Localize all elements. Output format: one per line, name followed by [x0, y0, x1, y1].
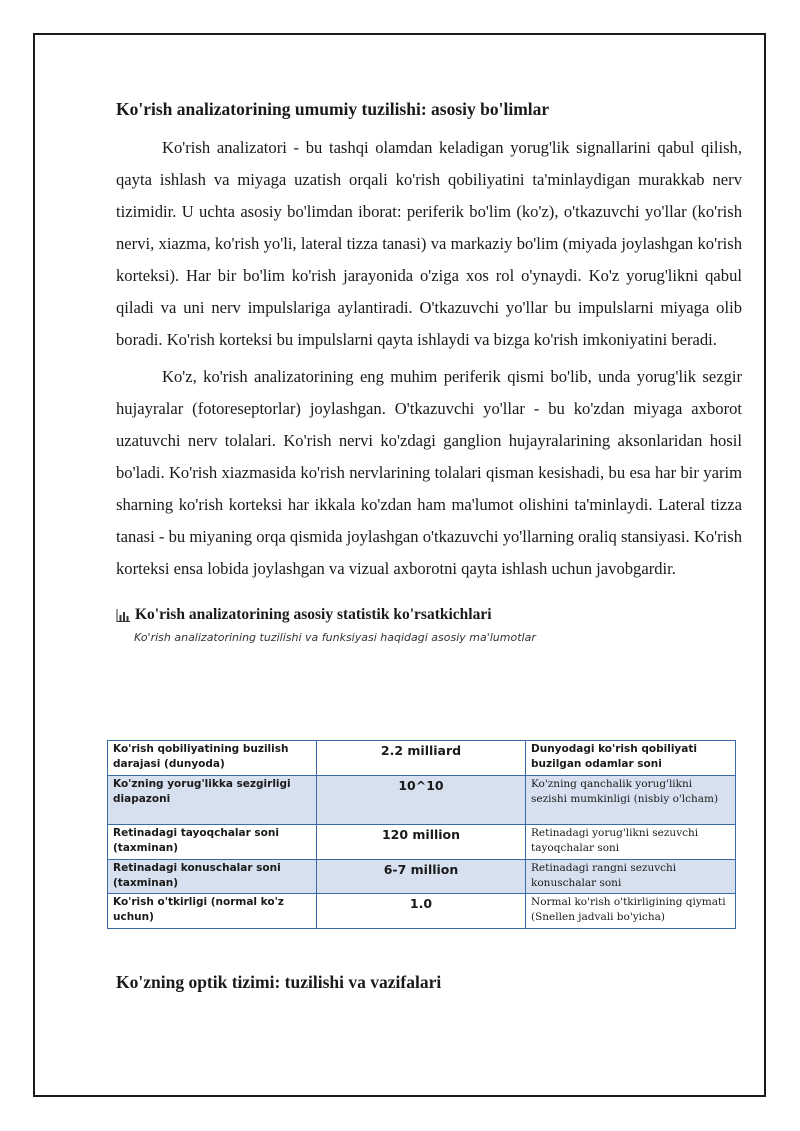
row-label: Ko'rish o'tkirligi (normal ko'z uchun) — [108, 894, 317, 929]
paragraph-1: Ko'rish analizatori - bu tashqi olamdan keladigan yorug'lik signallarini qabul qilish, qayta ishlash va miyaga uzatish orqali ko'rish qobiliyatini ta'minlaydigan murakkab nerv tizimidir. U uchta asosiy bo'limdan iborat: periferik bo'lim (ko'z), o'tkazuvchi yo'llar (ko'rish nervi, xiazma, ko'rish yo'li, lateral tizza tanasi) va markaziy bo'lim (miyada joylashgan ko'rish korteksi). Har bir bo'lim ko'rish jarayonida o'ziga xos rol o'ynaydi. Ko'z yorug'likni qabul qiladi va uni nerv impulslariga aylantiradi. O'tkazuvchi yo'llar bu impulslarni miyaga olib boradi. Ko'rish korteksi bu impulslarni qayta ishlaydi va bizga ko'rish imkoniyatini beradi. — [116, 138, 742, 349]
table-row — [108, 894, 736, 929]
table-row — [108, 741, 736, 776]
table-row — [108, 860, 736, 894]
table-row — [108, 776, 736, 825]
row-value: 1.0 — [317, 894, 526, 929]
row-label: Retinadagi konuschalar soni (taxminan) — [108, 860, 317, 894]
row-note: Retinadagi yorug'likni sezuvchi tayoqchalar soni — [526, 825, 736, 860]
row-value: 6-7 million — [317, 860, 526, 894]
stats-subtitle: Ko'rish analizatorining tuzilishi va funksiyasi haqidagi asosiy ma'lumotlar — [134, 631, 536, 644]
row-value: 10^10 — [317, 776, 526, 825]
row-note: Ko'zning qanchalik yorug'likni sezishi mumkinligi (nisbiy o'lcham) — [526, 776, 736, 825]
row-label: Ko'rish qobiliyatining buzilish darajasi (dunyoda) — [108, 741, 317, 776]
row-note: Retinadagi rangni sezuvchi konuschalar soni — [526, 860, 736, 894]
stats-table — [107, 740, 736, 929]
section-heading: Ko'rish analizatorining umumiy tuzilishi: asosiy bo'limlar — [116, 99, 550, 119]
row-label: Ko'zning yorug'likka sezgirligi diapazoni — [108, 776, 317, 825]
next-section-heading: Ko'zning optik tizimi: tuzilishi va vazifalari — [116, 972, 442, 992]
table-row — [108, 825, 736, 860]
row-value: 120 million — [317, 825, 526, 860]
row-note: Dunyodagi ko'rish qobiliyati buzilgan odamlar soni — [526, 741, 736, 776]
row-note: Normal ko'rish o'tkirligining qiymati (Snellen jadvali bo'yicha) — [526, 894, 736, 929]
stats-title — [116, 605, 742, 625]
bar-chart-icon — [116, 609, 130, 622]
main-content — [116, 97, 742, 646]
stats-title-text: Ko'rish analizatorining asosiy statistik ko'rsatkichlari — [135, 606, 492, 623]
row-value: 2.2 milliard — [317, 741, 526, 776]
paragraph-2: Ko'z, ko'rish analizatorining eng muhim periferik qismi bo'lib, unda yorug'lik sezgir hujayralar (fotoreseptorlar) joylashgan. O'tkazuvchi yo'llar - bu ko'zdan miyaga axborot uzatuvchi nerv tolalari. Ko'rish nervi ko'zdagi ganglion hujayralarining aksonlaridan hosil bo'ladi. Ko'rish xiazmasida ko'rish nervlarining tolalari qisman kesishadi, bu esa har bir yarim sharning ko'rish korteksi har ikkala ko'zdan ham ma'lumot olishini ta'minlaydi. Lateral tizza tanasi - bu miyaning orqa qismida joylashgan o'tkazuvchi yo'llarning oraliq stansiyasi. Ko'rish korteksi ensa lobida joylashgan va vizual axborotni qayta ishlash uchun javobgardir. — [116, 367, 742, 578]
row-label: Retinadagi tayoqchalar soni (taxminan) — [108, 825, 317, 860]
